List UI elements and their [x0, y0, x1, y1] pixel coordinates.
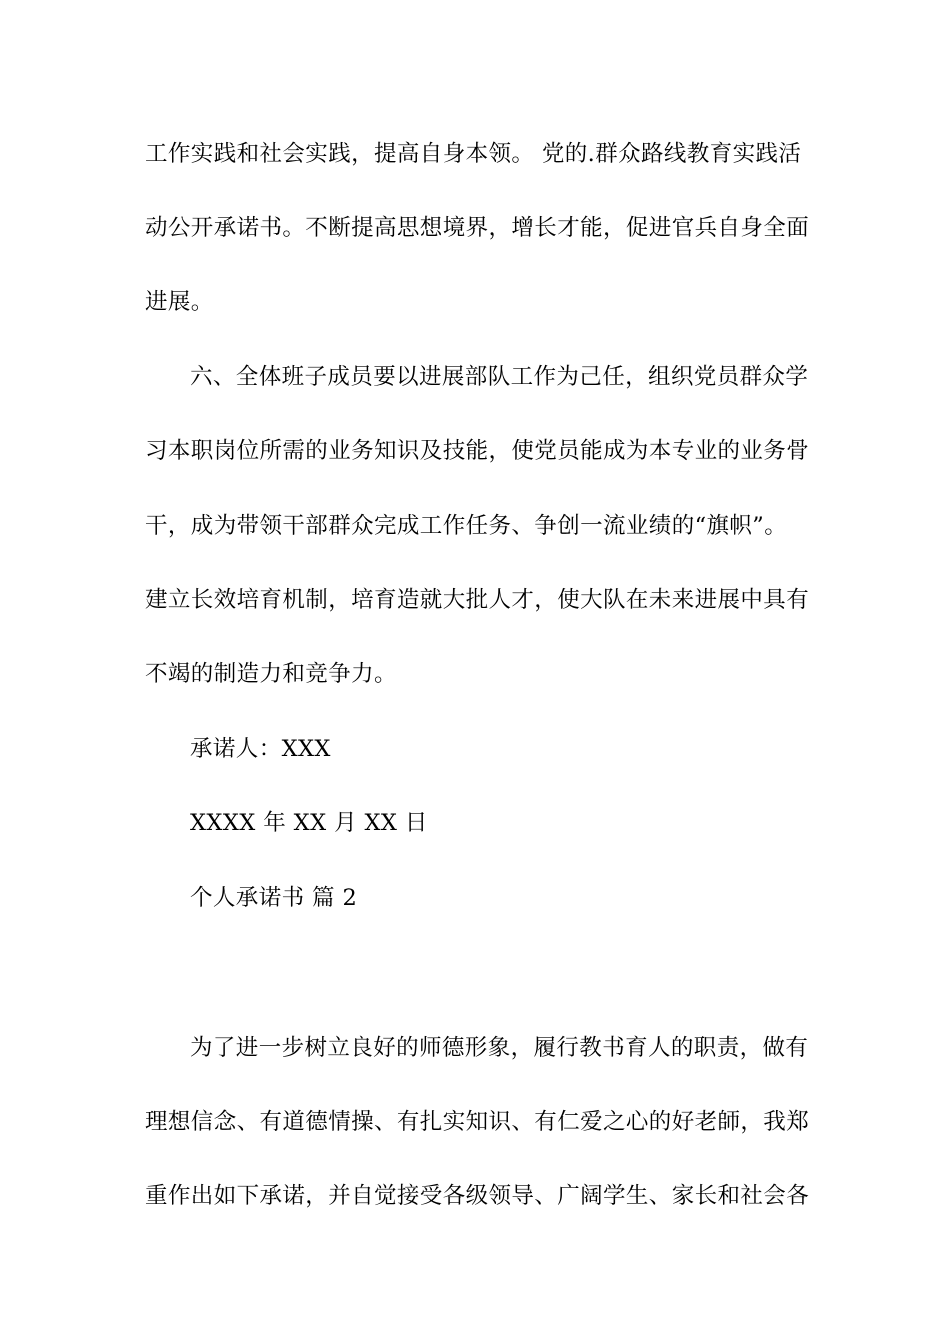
body-text-line: 进展。	[145, 289, 214, 315]
body-text-line: 建立长效培育机制，培育造就大批人才，使大队在未来进展中具有	[145, 587, 810, 613]
section-heading: 个人承诺书 篇 2	[190, 885, 358, 911]
body-text-line: 干，成为带领干部群众完成工作任务、争创一流业绩的“旗帜”。	[145, 513, 788, 539]
body-text-line: 理想信念、有道德情操、有扎实知识、有仁爱之心的好老師，我郑	[145, 1109, 810, 1135]
body-text-line: 习本职岗位所需的业务知识及技能，使党员能成为本专业的业务骨	[145, 438, 810, 464]
paragraph-start-line: 六、全体班子成员要以进展部队工作为己任，组织党员群众学	[190, 364, 809, 390]
body-text-line: 动公开承诺书。不断提高思想境界，增长才能，促进官兵自身全面	[145, 215, 810, 241]
body-text-line: 重作出如下承诺，并自觉接受各级领导、广阔学生、家长和社会各	[145, 1183, 810, 1209]
paragraph-start-line: 为了进一步树立良好的师德形象，履行教书育人的职责，做有	[190, 1035, 809, 1061]
signatory-line: 承诺人：XXX	[190, 736, 331, 762]
body-text-line: 不竭的制造力和竞争力。	[145, 661, 397, 687]
date-line: XXXX 年 XX 月 XX 日	[190, 810, 428, 836]
body-text-line: 工作实践和社会实践，提高自身本领。 党的.群众路线教育实践活	[145, 141, 802, 167]
